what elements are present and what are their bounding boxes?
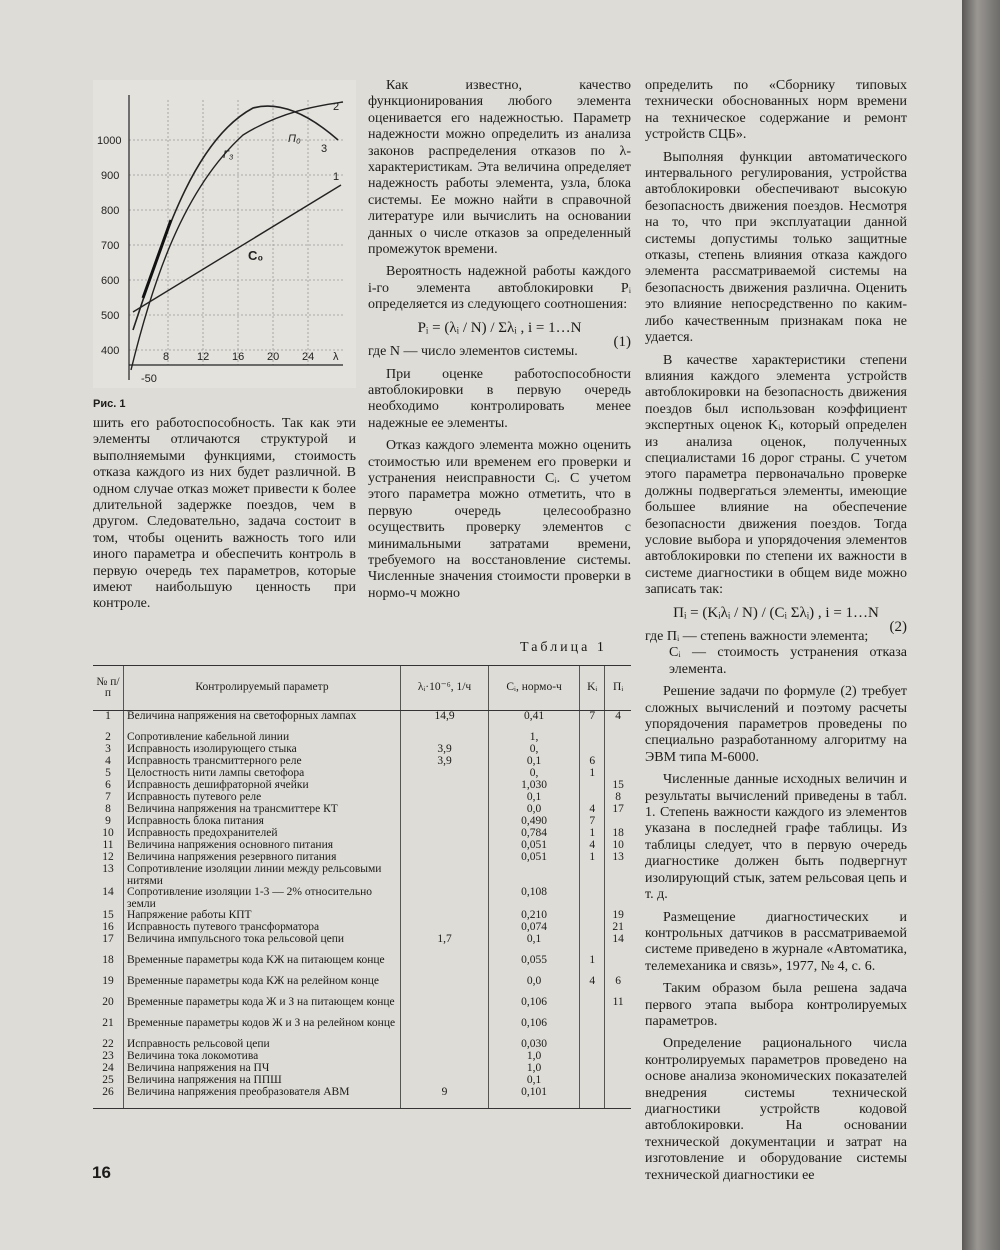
column-header: Контролируемый параметр (124, 666, 401, 711)
value-cell: 26 (93, 1087, 124, 1109)
value-cell: 19 (102, 975, 114, 987)
value-cell: 0,210 (489, 910, 580, 922)
parameter-cell: Величина импульсного тока рельсовой цепи (124, 934, 401, 955)
value-cell (401, 828, 489, 840)
value-cell: 18 (102, 954, 114, 966)
paragraph: Отказ каждого элемента можно оценить стоимостью или временем его проверки и устранения неисправности Cᵢ. С учетом этого параметра можно отметить, что в первую очередь целесообразно осуществить проверку элементов с минимальными затратами времени, требуемого на восстановление системы. Численные значения стоимости проверки в нормо-ч можно (368, 438, 631, 601)
value-cell (580, 1039, 605, 1051)
value-cell: 21 (102, 1017, 114, 1029)
value-cell: 1,030 (489, 780, 580, 792)
value-cell: 3,9 (401, 756, 489, 768)
value-cell: 18 (605, 828, 631, 840)
value-cell (401, 1039, 489, 1051)
table-row (93, 864, 631, 887)
value-cell (489, 864, 580, 887)
value-cell: 13 (102, 863, 114, 875)
right-column (645, 78, 907, 1190)
value-cell (401, 910, 489, 922)
value-cell: 1,0 (489, 1051, 580, 1063)
value-cell (605, 955, 631, 976)
parameter-cell: Временные параметры кодов Ж и З на релейном конце (124, 1018, 401, 1039)
value-cell: 15 (102, 909, 114, 921)
parameter-cell: Исправность дешифраторной ячейки (124, 780, 401, 792)
book-spine (962, 0, 1000, 1250)
parameter-cell: Исправность изолирующего стыка (124, 744, 401, 756)
table-1 (93, 665, 631, 1109)
parameter-cell: Временные параметры кода Ж и З на питающем конце (124, 997, 401, 1018)
value-cell: 17 (102, 933, 114, 945)
parameter-cell: Исправность путевого реле (124, 792, 401, 804)
value-cell: 1,0 (489, 1063, 580, 1075)
value-cell: 9 (401, 1087, 489, 1109)
value-cell (580, 1051, 605, 1063)
value-cell: 0,784 (489, 828, 580, 840)
value-cell (580, 1075, 605, 1087)
value-cell: 11 (102, 839, 114, 851)
page-number: 16 (92, 1163, 111, 1182)
value-cell: 4 (605, 711, 631, 733)
column-header: Kᵢ (580, 666, 605, 711)
table-row (93, 955, 631, 976)
value-cell: 8 (605, 792, 631, 804)
left-column (93, 416, 356, 619)
equation-number: (1) (613, 333, 631, 350)
value-cell: 19 (605, 910, 631, 922)
table-row (93, 711, 631, 733)
paragraph: Размещение диагностических и контрольных датчиков в рассматриваемой системе приведено в журнале «Автоматика, телемеханика и связь», 1977, № 4, с. 6. (645, 909, 907, 974)
parameter-cell: Временные параметры кода КЖ на питающем конце (124, 955, 401, 976)
value-cell: 4 (105, 755, 111, 767)
value-cell: 0,0 (489, 976, 580, 997)
value-cell (401, 780, 489, 792)
curve-label: 2 (333, 101, 340, 113)
value-cell (580, 934, 605, 955)
table-row (93, 976, 631, 997)
value-cell: 4 (580, 840, 605, 852)
table-body (93, 711, 631, 1109)
value-cell (580, 1063, 605, 1075)
value-cell: 7 (105, 791, 111, 803)
value-cell: 20 (102, 996, 114, 1008)
value-cell: 6 (105, 779, 111, 791)
value-cell: 0,051 (489, 840, 580, 852)
parameter-cell: Величина напряжения основного питания (124, 840, 401, 852)
table-row (93, 1018, 631, 1039)
value-cell: 3 (105, 743, 111, 755)
value-cell: 8 (105, 803, 111, 815)
value-cell: 6 (605, 976, 631, 997)
parameter-cell: Величина напряжения на ПЧ (124, 1063, 401, 1075)
paragraph: Вероятность надежной работы каждого i-го элемента автоблокировки Pᵢ определяется из следующего соотношения: (368, 264, 631, 313)
column-header: Cᵢ, нормо-ч (489, 666, 580, 711)
value-cell: 1 (580, 828, 605, 840)
value-cell (580, 780, 605, 792)
value-cell: 16 (102, 921, 114, 933)
value-cell: 17 (605, 804, 631, 816)
value-cell (605, 864, 631, 887)
x-tick: 8 (163, 351, 170, 363)
value-cell (580, 1087, 605, 1109)
value-cell: 6 (580, 756, 605, 768)
value-cell (580, 1018, 605, 1039)
value-cell: 0,108 (489, 887, 580, 910)
value-cell: 0,1 (489, 756, 580, 768)
legend-line: где Пᵢ — степень важности элемента; (645, 629, 869, 644)
value-cell: 1 (580, 955, 605, 976)
value-cell: 1 (580, 852, 605, 864)
parameter-cell: Исправность блока питания (124, 816, 401, 828)
value-cell (401, 852, 489, 864)
value-cell (580, 922, 605, 934)
value-cell: 10 (102, 827, 114, 839)
curve-label: С₀ (248, 248, 264, 263)
equation-number: (2) (889, 618, 907, 635)
value-cell (580, 732, 605, 744)
value-cell: 0, (489, 744, 580, 756)
value-cell (401, 768, 489, 780)
parameter-cell: Величина напряжения преобразователя АВМ (124, 1087, 401, 1109)
bottom-label: -50 (141, 373, 157, 385)
value-cell: 4 (580, 976, 605, 997)
formula-text: Pᵢ = (λᵢ / N) / Σλᵢ , i = 1…N (417, 319, 582, 336)
parameter-cell: Сопротивление кабельной линии (124, 732, 401, 744)
value-cell: 1 (105, 710, 111, 722)
paragraph: В качестве характеристики степени влияния каждого элемента устройств автоблокировки на безопасность движения поездов был использован коэффициент экспертных оценок Kᵢ, который определен из анализа оценок, полученных специалистами 16 дорог страны. С учетом этого параметра первоначально проверке должны подвергаться элементы, имеющие большее влияние на обеспечение безопасности движения поездов. Тогда условие выбора и упорядочения элементов автоблокировки по степени их важности в системе диагностики в общем виде можно записать так: (645, 352, 907, 598)
value-cell (580, 910, 605, 922)
value-cell: 0,1 (489, 1075, 580, 1087)
value-cell (401, 816, 489, 828)
value-cell: 0,106 (489, 1018, 580, 1039)
y-tick: 700 (101, 240, 120, 252)
y-tick: 1000 (97, 135, 122, 147)
paragraph: Таким образом была решена задача первого этапа выбора контролируемых параметров. (645, 981, 907, 1029)
table-row (93, 997, 631, 1018)
curve-label: П₀ (288, 133, 301, 145)
value-cell (401, 997, 489, 1018)
value-cell (401, 864, 489, 887)
column-header: № п/п (93, 666, 124, 711)
value-cell (401, 1063, 489, 1075)
value-cell: 22 (102, 1038, 114, 1050)
value-cell (401, 840, 489, 852)
paragraph: Как известно, качество функционирования любого элемента оценивается его надежностью. Параметр надежности можно определить из анализа законов распределения отказов по λ-характеристикам. Эта величина определяет надежность работы элемента, узла, блока системы. Ее можно найти в справочной литературе или вычислить на основании данных о числе отказов за определенный промежуток времени. (368, 78, 631, 258)
value-cell: 10 (605, 840, 631, 852)
parameter-cell: Величина напряжения на ППШ (124, 1075, 401, 1087)
value-cell (605, 1018, 631, 1039)
paragraph: где N — число элементов системы. (368, 344, 578, 360)
value-cell: 1 (580, 768, 605, 780)
parameters-table (93, 665, 631, 1109)
formula-2 (645, 604, 907, 635)
value-cell (605, 1063, 631, 1075)
y-tick: 900 (101, 170, 120, 182)
parameter-cell: Исправность предохранителей (124, 828, 401, 840)
parameter-cell: Исправность путевого трансформатора (124, 922, 401, 934)
curve-label: Г₃ (223, 149, 234, 161)
value-cell: 3,9 (401, 744, 489, 756)
value-cell: 0,106 (489, 997, 580, 1018)
value-cell: 9 (105, 815, 111, 827)
value-cell: 0,0 (489, 804, 580, 816)
value-cell: 0,051 (489, 852, 580, 864)
value-cell: 0,490 (489, 816, 580, 828)
value-cell (605, 1087, 631, 1109)
value-cell: 0,055 (489, 955, 580, 976)
value-cell: 0,101 (489, 1087, 580, 1109)
value-cell: 24 (102, 1062, 114, 1074)
paragraph: Выполняя функции автоматического интервального регулирования, устройства автоблокировки обеспечивают высокую безопасность движения поездов. Несмотря на то, что при эксплуатации данной системы допустимы только защитные отказы, степень влияния отказа каждого элемента рассматриваемой системы на безопасность движения различна. Оценить это влияние непосредственно по каким-либо качественным признакам пока не удается. (645, 149, 907, 346)
value-cell (605, 756, 631, 768)
value-cell: 14,9 (401, 711, 489, 733)
value-cell (401, 955, 489, 976)
y-tick: 800 (101, 205, 120, 217)
paragraph: шить его работоспособность. Так как эти элементы отличаются структурой и выполняемыми функциями, стоимость отказа каждого из них будет различной. В одном случае отказ может привести к более длительной задержке поездов, чем в другом. Следовательно, задача состоит в том, чтобы оценить важность того или иного параметра и обеспечить контроль в первую очередь тех параметров, которые имеют наибольшую ценность при контроле. (93, 416, 356, 612)
value-cell: 13 (605, 852, 631, 864)
value-cell: 0, (489, 768, 580, 780)
x-tick: 16 (232, 351, 245, 363)
value-cell: 5 (105, 767, 111, 779)
parameter-cell: Напряжение работы КПТ (124, 910, 401, 922)
middle-column (368, 78, 631, 608)
table-title: Таблица 1 (520, 640, 607, 655)
paragraph: Определение рационального числа контролируемых параметров проведено на основе анализа экономических показателей внедрения системы технической диагностики устройств кодовой автоблокировки. На основании технической документации и затрат на изготовление и оборудование системы технической диагностики ее (645, 1036, 907, 1183)
parameter-cell: Исправность трансмиттерного реле (124, 756, 401, 768)
paragraph: При оценке работоспособности автоблокировки в первую очередь необходимо контролировать менее надежные ее элементы. (368, 366, 631, 431)
value-cell (605, 1039, 631, 1051)
parameter-cell: Величина тока локомотива (124, 1051, 401, 1063)
table-header-row (93, 666, 631, 711)
value-cell: 14 (605, 934, 631, 955)
value-cell: 15 (605, 780, 631, 792)
value-cell (580, 997, 605, 1018)
value-cell (605, 887, 631, 910)
parameter-cell: Величина напряжения на трансмиттере КТ (124, 804, 401, 816)
value-cell: 0,41 (489, 711, 580, 733)
y-tick: 400 (101, 345, 120, 357)
figure-caption: Рис. 1 (93, 398, 126, 410)
x-tick: 20 (267, 351, 280, 363)
value-cell: 2 (105, 731, 111, 743)
value-cell: 7 (580, 816, 605, 828)
value-cell (401, 1018, 489, 1039)
value-cell (401, 887, 489, 910)
parameter-cell: Целостность нити лампы светофора (124, 768, 401, 780)
figure-1-graph (93, 80, 356, 388)
parameter-cell: Сопротивление изоляции линии между рельсовыми нитями (124, 864, 401, 887)
value-cell: 11 (605, 997, 631, 1018)
formula-legend (645, 629, 907, 678)
value-cell: 0,1 (489, 792, 580, 804)
parameter-cell: Величина напряжения на светофорных лампах (124, 711, 401, 733)
value-cell: 14 (102, 886, 114, 898)
value-cell (401, 804, 489, 816)
paragraph: определить по «Сборнику типовых технически обоснованных норм времени на техническое содержание и ремонт устройств СЦБ». (645, 78, 907, 143)
value-cell (580, 887, 605, 910)
curve-label: 1 (333, 171, 340, 183)
value-cell (605, 1075, 631, 1087)
formula-1 (368, 319, 631, 350)
value-cell: 21 (605, 922, 631, 934)
value-cell (605, 732, 631, 744)
value-cell: 12 (102, 851, 114, 863)
x-tick: 24 (302, 351, 315, 363)
table-row (93, 934, 631, 955)
table-row (93, 1087, 631, 1109)
x-tick: λ (333, 351, 339, 363)
value-cell: 7 (580, 711, 605, 733)
value-cell: 23 (102, 1050, 114, 1062)
value-cell: 4 (580, 804, 605, 816)
curve-label: 3 (321, 143, 328, 155)
legend-line: Cᵢ — стоимость устранения отказа элемента. (669, 645, 907, 677)
column-header: λᵢ·10⁻⁶, 1/ч (401, 666, 489, 711)
parameter-cell: Исправность рельсовой цепи (124, 1039, 401, 1051)
value-cell (401, 976, 489, 997)
formula-text: Пᵢ = (Kᵢλᵢ / N) / (Cᵢ Σλᵢ) , i = 1…N (673, 604, 879, 621)
parameter-cell: Временные параметры кода КЖ на релейном конце (124, 976, 401, 997)
y-tick: 500 (101, 310, 120, 322)
value-cell: 0,030 (489, 1039, 580, 1051)
parameter-cell: Сопротивление изоляции 1-3 — 2% относительно земли (124, 887, 401, 910)
paragraph: Решение задачи по формуле (2) требует сложных вычислений и поэтому расчеты упорядочения параметров проведены по специально разработанному алгоритму на ЭВМ типа М-6000. (645, 684, 907, 765)
value-cell: 0,074 (489, 922, 580, 934)
paragraph: Численные данные исходных величин и результаты вычислений приведены в табл. 1. Степень важности каждого из элементов указана в последней графе таблицы. Из таблицы следует, что в первую очередь диагностике должен быть подвергнут изолирующий стык, затем рельсовая цепь и т. д. (645, 772, 907, 903)
value-cell: 1, (489, 732, 580, 744)
value-cell: 25 (102, 1074, 114, 1086)
column-header: Пᵢ (605, 666, 631, 711)
value-cell (401, 792, 489, 804)
table-row (93, 887, 631, 910)
x-tick: 12 (197, 351, 210, 363)
value-cell: 0,1 (489, 934, 580, 955)
y-tick: 600 (101, 275, 120, 287)
value-cell (605, 744, 631, 756)
value-cell (580, 864, 605, 887)
parameter-cell: Величина напряжения резервного питания (124, 852, 401, 864)
value-cell (605, 1051, 631, 1063)
value-cell (401, 1051, 489, 1063)
value-cell: 1,7 (401, 934, 489, 955)
